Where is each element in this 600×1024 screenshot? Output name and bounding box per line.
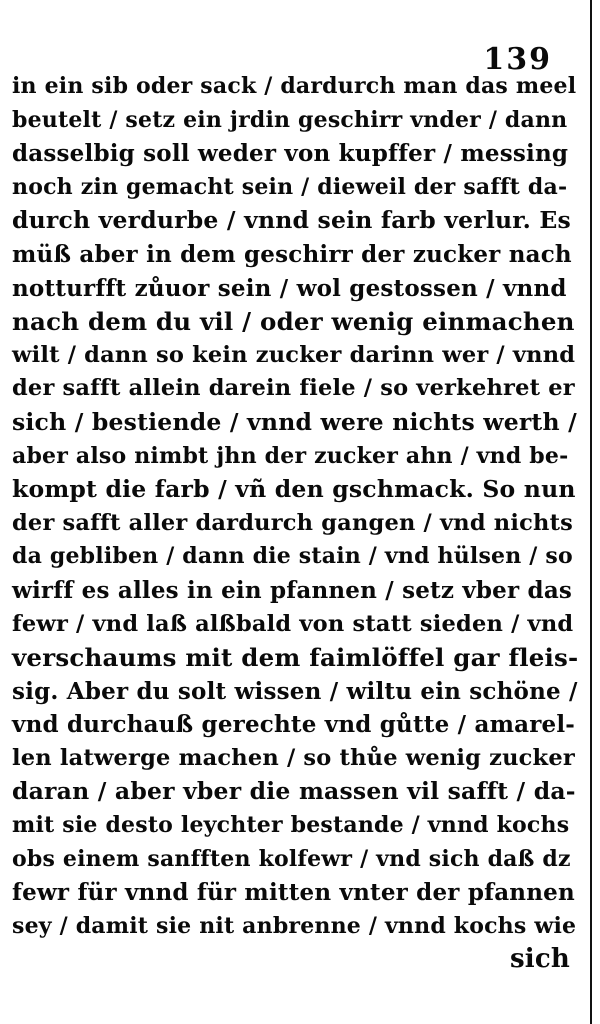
text-line: kompt die farb / vñ den gschmack. So nun <box>12 475 576 504</box>
text-line: vnd durchauß gerechte vnd gůtte / amarel- <box>12 711 576 739</box>
text-line: noch zin gemacht sein / dieweil der safft da- <box>12 173 568 200</box>
text-line: notturfft zůuor sein / wol gestossen / vnnd <box>12 274 567 302</box>
text-line: sig. Aber du solt wissen / wiltu ein schöne / <box>12 677 578 705</box>
page-number: 139 <box>483 42 552 77</box>
catchword: sich <box>509 944 570 975</box>
text-line: obs einem sanfften kolfewr / vnd sich daß dz <box>12 845 571 872</box>
text-line: fewr / vnd laß alßbald von statt sieden / vnd <box>12 610 574 637</box>
text-line: aber also nimbt jhn der zucker ahn / vnd be- <box>12 442 569 469</box>
page-edge-line <box>590 0 592 1024</box>
text-line: durch verdurbe / vnnd sein farb verlur. Es <box>12 206 571 235</box>
text-line: wilt / dann so kein zucker darinn wer / vnnd <box>12 341 576 368</box>
text-line: daran / aber vber die massen vil safft / da- <box>12 777 576 806</box>
text-line: in ein sib oder sack / dardurch man das meel <box>12 73 577 99</box>
text-line: der safft aller dardurch gangen / vnd nichts <box>12 509 574 536</box>
text-line: da gebliben / dann die stain / vnd hülsen / so <box>12 543 573 570</box>
text-line: nach dem du vil / oder wenig einmachen <box>12 307 575 337</box>
text-line: fewr für vnnd für mitten vnter der pfannen <box>12 879 575 907</box>
body-text <box>12 70 578 977</box>
text-line: sey / damit sie nit anbrenne / vnnd kochs wie <box>12 912 577 939</box>
text-line: sich / bestiende / vnnd were nichts werth / <box>12 407 577 436</box>
text-line: mit sie desto leychter bestande / vnnd kochs <box>12 812 570 839</box>
text-line: verschaums mit dem faimlöffel gar fleis- <box>12 643 579 673</box>
text-line: müß aber in dem geschirr der zucker nach <box>12 240 572 268</box>
text-line: len latwerge machen / so thůe wenig zucker <box>12 744 575 771</box>
text-line: dasselbig soll weder von kupffer / messing <box>12 140 569 168</box>
text-line: beutelt / setz ein jrdin geschirr vnder / dann <box>12 106 568 133</box>
text-line: der safft allein darein fiele / so verkehret er <box>12 375 575 402</box>
text-line: wirff es alles in ein pfannen / setz vber das <box>12 576 573 604</box>
